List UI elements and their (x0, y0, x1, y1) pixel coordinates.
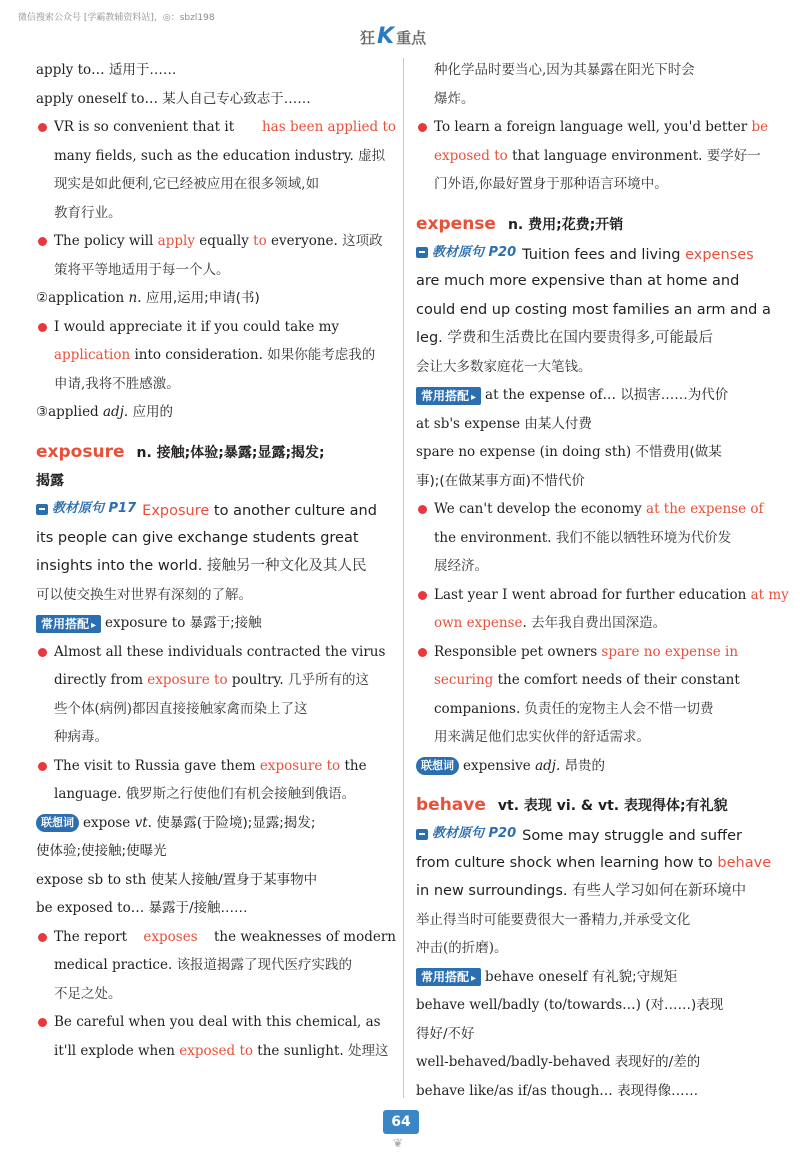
collocation-tag: 常用搭配 ▸ (416, 968, 481, 986)
headword-exposure: exposure (36, 441, 125, 462)
bullet-dot (38, 933, 47, 942)
page-header (360, 26, 426, 48)
collocation-tag: 常用搭配 ▸ (36, 615, 101, 633)
headword-expense: expense (416, 213, 496, 234)
collocation-tag: 常用搭配 ▸ (416, 387, 481, 405)
header-post: 重点 (396, 28, 427, 47)
left-column (36, 56, 396, 1065)
bullet-dot (38, 237, 47, 246)
entry-exposure: exposure n. 接触;体验;暴露;显露;揭发; (36, 441, 325, 462)
collocation-behave-well: behave well/badly (to/towards…) (对……)表现 得好/不好 (416, 997, 724, 1042)
chemical-cont-2: 爆炸。 (434, 90, 475, 107)
related-word-tag: 联想词 (36, 814, 79, 832)
example-chemical: Be careful when you deal with this chemical, as it'll explode when exposed to the sunlight. 处理这 (36, 1008, 396, 1065)
exposure-pos-cont: 揭露 (36, 472, 64, 489)
header-k-logo: K (377, 24, 395, 49)
exposure-textbook-sentence: 教材原句 P17 Exposure to another culture and its people can give exchange students great insights into the world. 接触另一种文化及其人民 可以使交换生对世界有深刻的了解。 (36, 495, 396, 609)
bullet-dot (418, 123, 427, 132)
collocation-spare-no-expense: spare no expense (in doing sth) 不惜费用(做某 事);(在做某事方面)不惜代价 (416, 444, 722, 489)
bullet-dot (418, 591, 427, 600)
collocation-expose-sb: expose sb to sth 使某人接触/置身于某事物中 (36, 871, 318, 888)
entry-behave: behave vt. 表现 vi. & vt. 表现得体;有礼貌 (416, 795, 728, 815)
textbook-icon (416, 829, 428, 840)
bullet-dot (418, 505, 427, 514)
bullet-dot (418, 648, 427, 657)
watermark: 微信搜索公众号 [学霸教辅资料站]，◎：sbzl198 (18, 13, 215, 23)
collocation-sbs-expense: at sb's expense 由某人付费 (416, 415, 592, 432)
footer-leaf-icon: ❦ (393, 1136, 404, 1150)
example-virus: Almost all these individuals contracted the virus directly from exposure to poultry. 几乎所有的这 些个体(病例)都因直接接触家禽而染上了这 种病毒。 (36, 638, 396, 752)
example-application: I would appreciate it if you could take my application into consideration. 如果你能考虑我的 申请,我将不胜感激。 (36, 313, 396, 399)
textbook-tag: 教材原句 P17 (36, 495, 136, 524)
collocation-behave-like: behave like/as if/as though… 表现得像…… (416, 1082, 699, 1099)
example-economy: We can't develop the economy at the expense of the environment. 我们不能以牺牲环境为代价发 展经济。 (416, 495, 772, 581)
related-word-tag: 联想词 (416, 757, 459, 775)
example-pet-owners: Responsible pet owners spare no expense in securing the comfort needs of their constant companions. 负责任的宠物主人会不惜一切费 用来满足他们忠实伙伴的舒适需求。 (416, 638, 772, 752)
example-foreign-language: To learn a foreign language well, you'd better be exposed to that language environment. 要学好一 门外语,你最好置身于那种语言环境中。 (416, 113, 772, 199)
entry-expense: expense n. 费用;花费;开销 (416, 213, 624, 234)
textbook-tag: 教材原句 P20 (416, 239, 516, 268)
collocation-well-behaved: well-behaved/badly-behaved 表现好的/差的 (416, 1054, 701, 1070)
example-russia: The visit to Russia gave them exposure to the language. 俄罗斯之行使他们有机会接触到俄语。 (36, 752, 396, 809)
chemical-cont-1: 种化学品时要当心,因为其暴露在阳光下时会 (434, 62, 695, 78)
applied-heading: ③applied adj. 应用的 (36, 404, 173, 420)
example-abroad: Last year I went abroad for further education at my own expense. 去年我自费出国深造。 (416, 581, 772, 638)
related-expensive: 联想词 expensive adj. 昂贵的 (416, 752, 772, 781)
collocation-apply-to: apply to… 适用于…… (36, 62, 177, 78)
application-heading: ②application n. 应用,运用;申请(书) (36, 290, 260, 306)
page-number: 64 (383, 1110, 419, 1134)
example-report: The report exposes the weaknesses of modern medical practice. 该报道揭露了现代医疗实践的 不足之处。 (36, 923, 396, 1009)
bullet-dot (38, 123, 47, 132)
exposure-collocation: 常用搭配 ▸ exposure to 暴露于;接触 (36, 609, 396, 638)
textbook-icon (36, 504, 48, 515)
collocation-be-exposed: be exposed to… 暴露于/接触…… (36, 900, 248, 916)
expense-collocation: 常用搭配 ▸ at the expense of… 以损害……为代价 (416, 381, 772, 410)
example-vr: VR is so convenient that it has been applied to many fields, such as the education industry. 虚拟 现实是如此便利,它已经被应用在很多领域,如 教育行业。 (36, 113, 396, 227)
example-policy: The policy will apply equally to everyone. 这项政 策将平等地适用于每一个人。 (36, 227, 396, 284)
right-column (416, 56, 789, 1105)
textbook-icon (416, 247, 428, 258)
bullet-dot (38, 762, 47, 771)
bullet-dot (38, 323, 47, 332)
behave-collocation: 常用搭配 ▸ behave oneself 有礼貌;守规矩 (416, 963, 772, 992)
related-expose: 联想词 expose vt. 使暴露(于险境);显露;揭发; 使体验;使接触;使曝光 (36, 814, 316, 859)
expense-textbook-sentence: 教材原句 P20 Tuition fees and living expenses are much more expensive than at home and could end up costing most families an arm and a leg. 学费和生活费比在国内要贵得多,可能最后 会让大多数家庭花一大笔钱。 (416, 239, 772, 382)
bullet-dot (38, 1018, 47, 1027)
headword-behave: behave (416, 795, 486, 815)
collocation-apply-oneself: apply oneself to… 某人自己专心致志于…… (36, 90, 311, 107)
bullet-dot (38, 648, 47, 657)
behave-textbook-sentence: 教材原句 P20 Some may struggle and suffer from culture shock when learning how to behave in new surroundings. 有些人学习如何在新环境中 举止得当时可能要费很大一番精力,并承受文化 冲击(的折磨)。 (416, 820, 772, 963)
header-pre: 狂 (360, 28, 376, 47)
textbook-tag: 教材原句 P20 (416, 820, 516, 849)
column-divider (403, 58, 404, 1098)
